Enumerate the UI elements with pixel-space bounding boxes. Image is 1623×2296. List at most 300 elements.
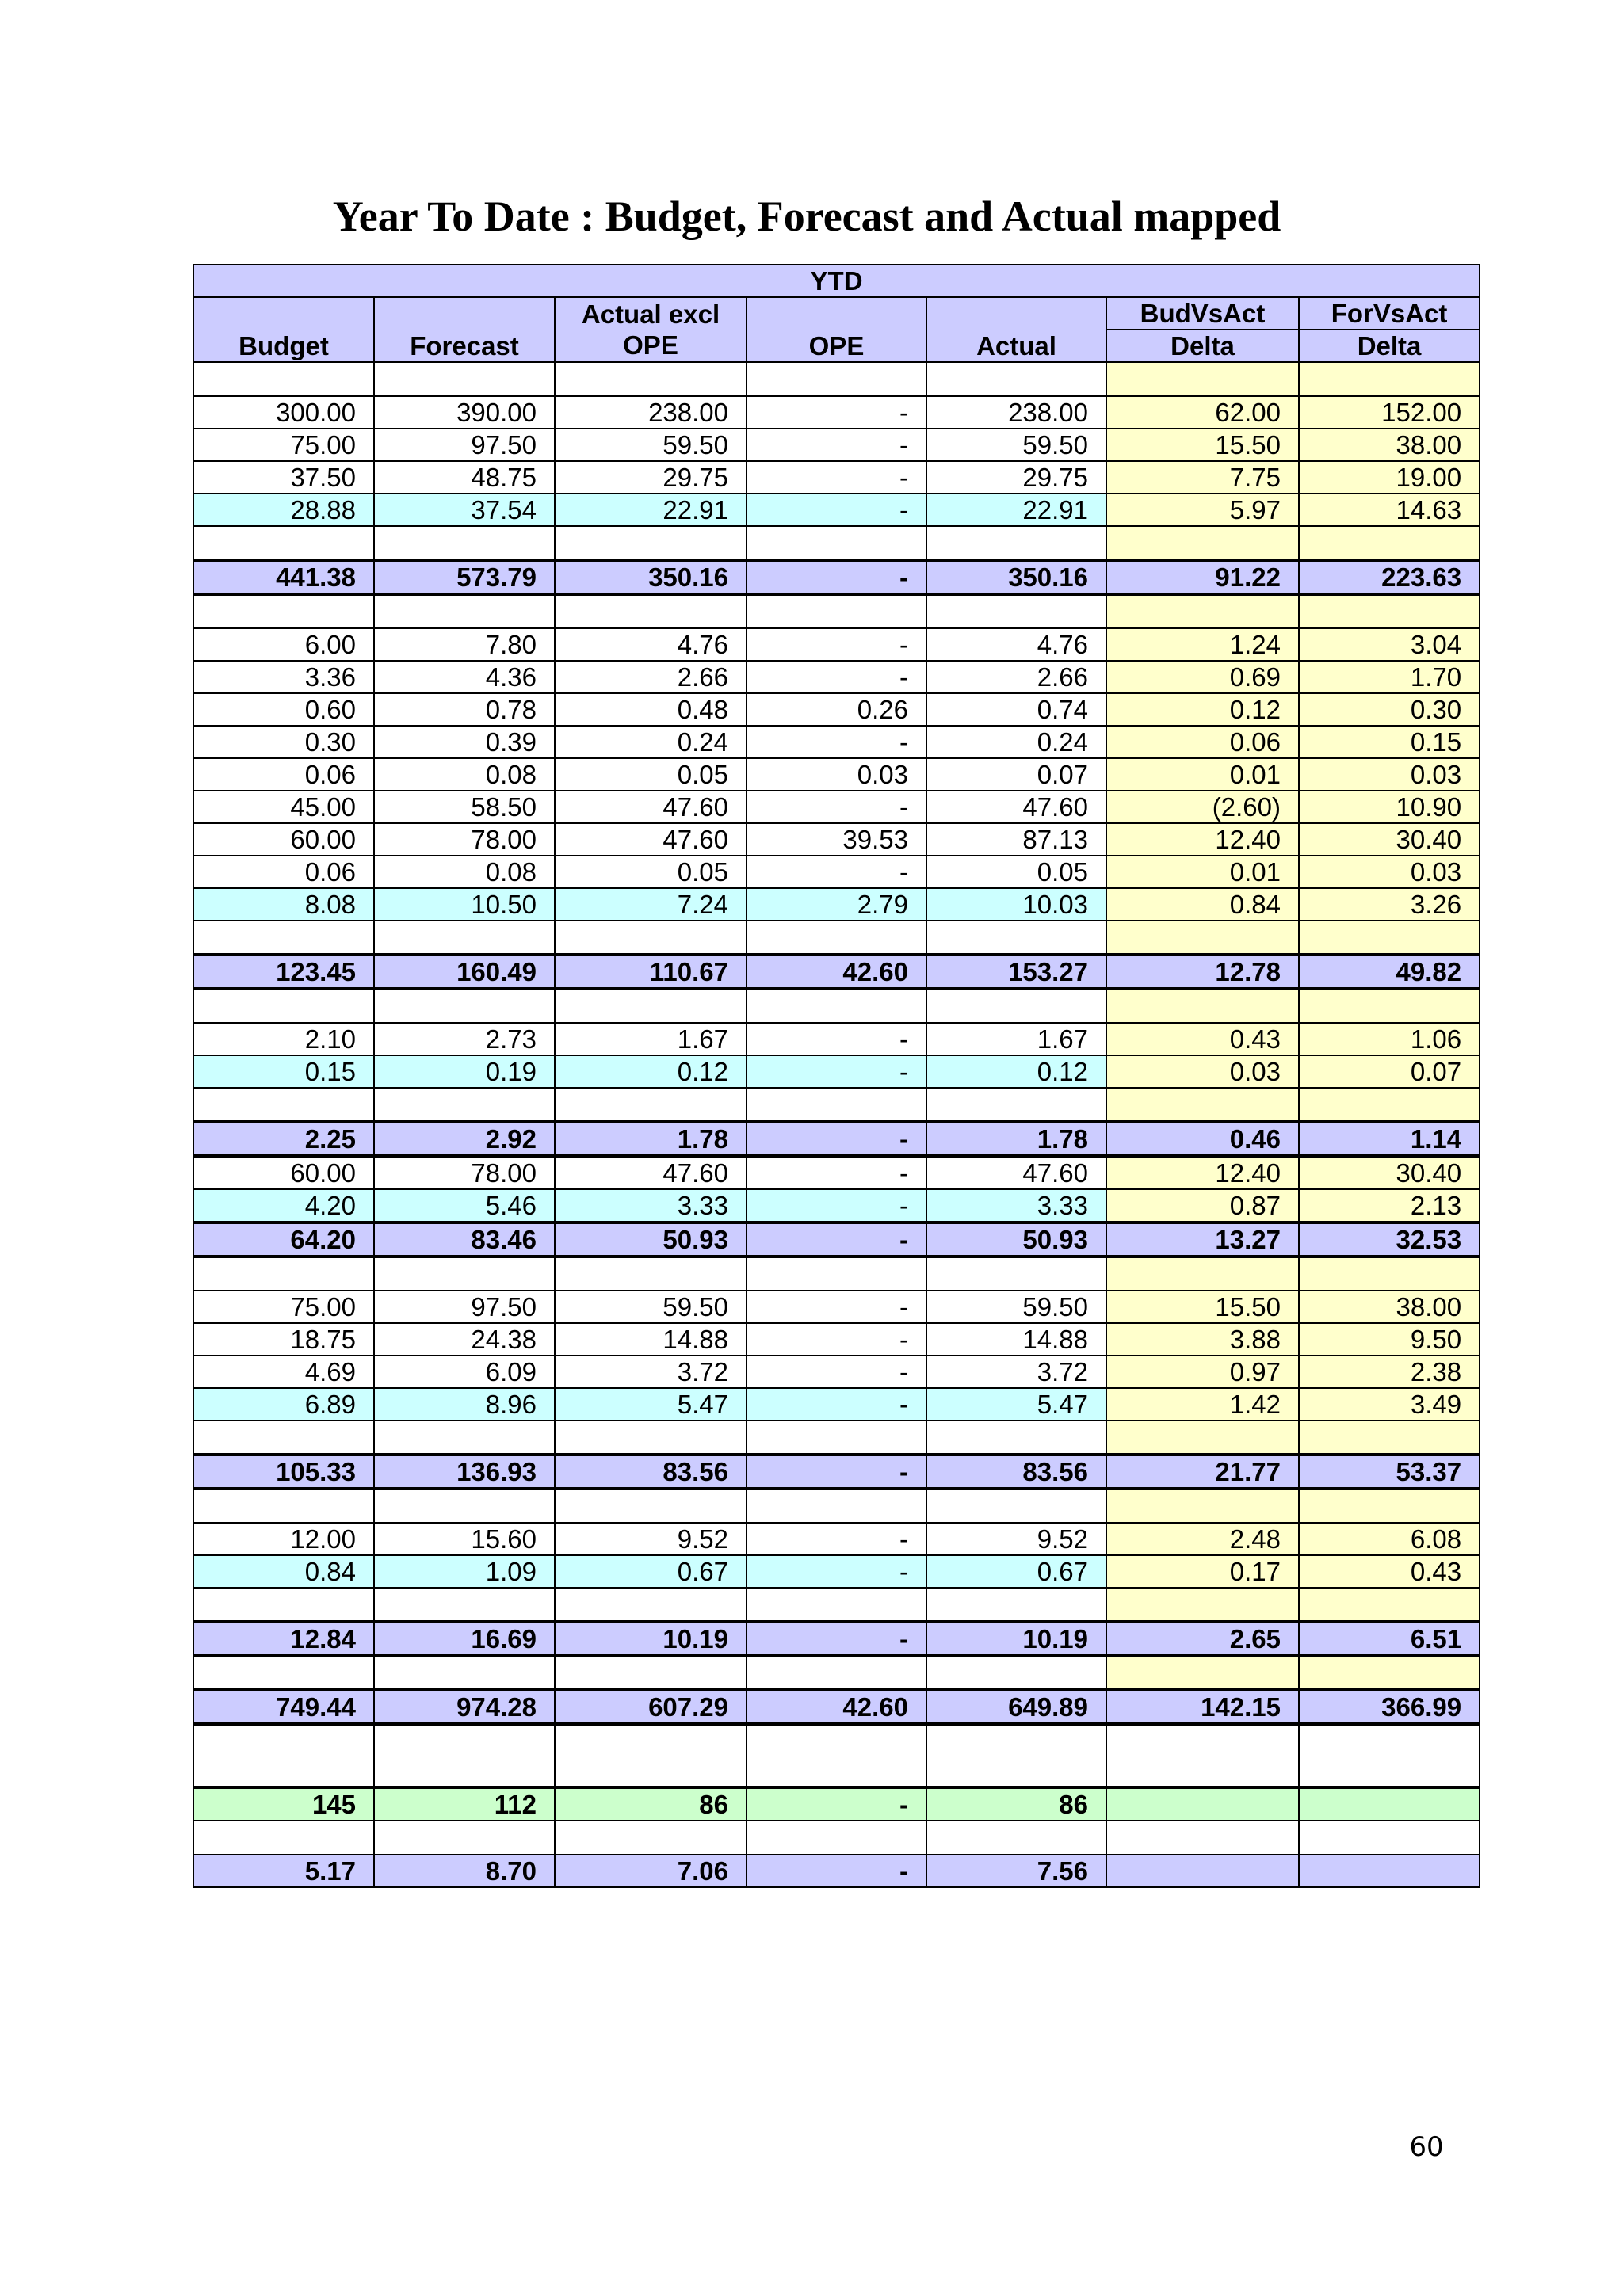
cell-ope: - [747,1455,926,1489]
cell-actual-excl-ope: 59.50 [555,1291,747,1323]
cell-forvsact-delta: 14.63 [1299,494,1480,526]
cell-budget: 441.38 [193,560,374,594]
cell-actual-excl-ope: 607.29 [555,1690,747,1724]
cell-budvsact-delta: 0.84 [1106,888,1299,921]
cell-forecast [374,1656,555,1690]
col-header-forecast: Forecast [374,297,555,362]
cell-budget: 3.36 [193,661,374,693]
cell-ope: - [747,726,926,758]
cell-actual-excl-ope [555,526,747,560]
cell-actual-excl-ope: 59.50 [555,429,747,461]
cell-forecast: 0.08 [374,758,555,791]
cell-forecast [374,1257,555,1291]
cell-actual-excl-ope: 47.60 [555,1156,747,1189]
header-row-1 [193,297,1480,330]
cell-ope [747,1588,926,1622]
cell-budvsact-delta: 0.97 [1106,1356,1299,1388]
cell-ope: - [747,1356,926,1388]
cell-forvsact-delta: 3.26 [1299,888,1480,921]
cell-forvsact-delta [1299,989,1480,1023]
cell-actual: 14.88 [926,1323,1106,1356]
cell-actual-excl-ope: 0.24 [555,726,747,758]
table-row [193,823,1480,856]
cell-budvsact-delta: 1.24 [1106,628,1299,661]
cell-budget [193,1821,374,1855]
table-row [193,461,1480,494]
cell-ope: - [747,1055,926,1088]
cell-forvsact-delta [1299,1257,1480,1291]
cell-actual-excl-ope [555,1821,747,1855]
cell-forvsact-delta: 0.43 [1299,1555,1480,1588]
cell-budget: 2.25 [193,1122,374,1156]
cell-budvsact-delta [1106,1821,1299,1855]
cell-forecast: 78.00 [374,823,555,856]
table-body [193,362,1480,1887]
cell-budget: 2.10 [193,1023,374,1055]
cell-forecast [374,526,555,560]
cell-forvsact-delta [1299,594,1480,628]
col-header-forvsact-line1: ForVsAct [1299,297,1480,330]
cell-budget [193,594,374,628]
table-row [193,1055,1480,1088]
cell-actual: 83.56 [926,1455,1106,1489]
cell-forecast: 390.00 [374,396,555,429]
cell-ope [747,1656,926,1690]
cell-budvsact-delta: 0.03 [1106,1055,1299,1088]
cell-budget: 5.17 [193,1855,374,1887]
cell-budvsact-delta: 1.42 [1106,1388,1299,1421]
group-header-ytd: YTD [193,265,1480,297]
cell-budget: 12.00 [193,1523,374,1555]
cell-forvsact-delta: 0.07 [1299,1055,1480,1088]
cell-actual: 87.13 [926,823,1106,856]
cell-budvsact-delta: 0.17 [1106,1555,1299,1588]
cell-budvsact-delta: 0.69 [1106,661,1299,693]
cell-forecast [374,1821,555,1855]
cell-budget [193,526,374,560]
cell-actual-excl-ope: 5.47 [555,1388,747,1421]
cell-actual [926,1724,1106,1787]
cell-actual-excl-ope [555,1656,747,1690]
cell-forvsact-delta: 6.08 [1299,1523,1480,1555]
cell-ope: - [747,1323,926,1356]
cell-forecast: 8.70 [374,1855,555,1887]
cell-forecast [374,921,555,955]
cell-budvsact-delta [1106,1489,1299,1523]
cell-ope: - [747,1222,926,1257]
cell-forvsact-delta: 1.06 [1299,1023,1480,1055]
cell-actual-excl-ope: 14.88 [555,1323,747,1356]
cell-forecast [374,1489,555,1523]
cell-ope: - [747,396,926,429]
cell-budget: 37.50 [193,461,374,494]
cell-forvsact-delta [1299,1724,1480,1787]
cell-actual-excl-ope: 9.52 [555,1523,747,1555]
cell-ope: - [747,1388,926,1421]
cell-forvsact-delta: 30.40 [1299,1156,1480,1189]
cell-forvsact-delta [1299,1088,1480,1122]
cell-forecast [374,594,555,628]
cell-forvsact-delta [1299,526,1480,560]
cell-budvsact-delta: 5.97 [1106,494,1299,526]
cell-forvsact-delta: 2.38 [1299,1356,1480,1388]
table-row [193,1257,1480,1291]
cell-forecast: 97.50 [374,1291,555,1323]
ytd-table [193,264,1480,1888]
table-row [193,1855,1480,1887]
cell-budvsact-delta: 142.15 [1106,1690,1299,1724]
cell-actual-excl-ope: 47.60 [555,823,747,856]
cell-budvsact-delta: 13.27 [1106,1222,1299,1257]
table-row [193,1588,1480,1622]
cell-actual: 29.75 [926,461,1106,494]
cell-actual: 0.05 [926,856,1106,888]
cell-actual [926,526,1106,560]
cell-ope [747,362,926,396]
cell-actual [926,989,1106,1023]
cell-actual: 649.89 [926,1690,1106,1724]
table-row [193,1555,1480,1588]
cell-actual-excl-ope [555,362,747,396]
cell-budget: 123.45 [193,955,374,989]
cell-forvsact-delta [1299,1656,1480,1690]
cell-forvsact-delta: 152.00 [1299,396,1480,429]
table-row [193,1323,1480,1356]
cell-budvsact-delta: 0.87 [1106,1189,1299,1222]
cell-actual: 47.60 [926,1156,1106,1189]
cell-actual-excl-ope: 1.67 [555,1023,747,1055]
cell-actual-excl-ope: 83.56 [555,1455,747,1489]
cell-budget [193,1421,374,1455]
cell-actual-excl-ope [555,1724,747,1787]
cell-forvsact-delta: 0.03 [1299,758,1480,791]
cell-ope [747,1724,926,1787]
cell-actual [926,1257,1106,1291]
cell-ope: - [747,1023,926,1055]
cell-forvsact-delta: 0.15 [1299,726,1480,758]
cell-forvsact-delta: 1.14 [1299,1122,1480,1156]
cell-forecast: 5.46 [374,1189,555,1222]
cell-actual-excl-ope [555,1489,747,1523]
table-row [193,1122,1480,1156]
cell-budget [193,362,374,396]
cell-forvsact-delta: 38.00 [1299,1291,1480,1323]
cell-actual-excl-ope: 0.05 [555,856,747,888]
cell-budget [193,1588,374,1622]
cell-budvsact-delta: 0.01 [1106,758,1299,791]
table-row [193,726,1480,758]
cell-forvsact-delta: 0.03 [1299,856,1480,888]
cell-forvsact-delta: 53.37 [1299,1455,1480,1489]
cell-actual-excl-ope: 22.91 [555,494,747,526]
cell-budget: 0.84 [193,1555,374,1588]
cell-ope: 2.79 [747,888,926,921]
cell-actual: 10.19 [926,1622,1106,1656]
cell-actual: 2.66 [926,661,1106,693]
cell-forvsact-delta: 49.82 [1299,955,1480,989]
cell-forecast: 78.00 [374,1156,555,1189]
table-row [193,1189,1480,1222]
cell-actual-excl-ope: 86 [555,1787,747,1821]
cell-actual-excl-ope: 0.05 [555,758,747,791]
header-row-group [193,265,1480,297]
table-row [193,628,1480,661]
table-row [193,1656,1480,1690]
cell-actual-excl-ope [555,1257,747,1291]
cell-actual [926,1821,1106,1855]
cell-actual-excl-ope: 2.66 [555,661,747,693]
cell-ope: - [747,1291,926,1323]
cell-forecast [374,1724,555,1787]
cell-forecast: 2.92 [374,1122,555,1156]
table-row [193,693,1480,726]
cell-forecast [374,1588,555,1622]
cell-forecast [374,362,555,396]
cell-budget: 6.00 [193,628,374,661]
cell-actual-excl-ope [555,921,747,955]
cell-actual-excl-ope [555,989,747,1023]
cell-forecast: 10.50 [374,888,555,921]
cell-ope: - [747,1156,926,1189]
cell-actual: 86 [926,1787,1106,1821]
cell-forecast: 4.36 [374,661,555,693]
cell-ope [747,1489,926,1523]
table-row [193,989,1480,1023]
cell-forecast: 48.75 [374,461,555,494]
cell-ope: 42.60 [747,955,926,989]
cell-budvsact-delta: 0.12 [1106,693,1299,726]
cell-budget [193,1656,374,1690]
cell-actual [926,594,1106,628]
cell-ope [747,1821,926,1855]
cell-actual-excl-ope: 238.00 [555,396,747,429]
cell-budvsact-delta: 7.75 [1106,461,1299,494]
cell-forecast: 974.28 [374,1690,555,1724]
cell-forecast: 24.38 [374,1323,555,1356]
cell-actual: 50.93 [926,1222,1106,1257]
col-header-budvsact-line2: Delta [1106,330,1299,362]
table-row [193,1421,1480,1455]
cell-forecast [374,989,555,1023]
cell-actual: 0.67 [926,1555,1106,1588]
cell-actual: 4.76 [926,628,1106,661]
cell-actual: 59.50 [926,429,1106,461]
cell-budvsact-delta: 0.01 [1106,856,1299,888]
cell-forvsact-delta: 3.04 [1299,628,1480,661]
cell-forvsact-delta: 366.99 [1299,1690,1480,1724]
cell-actual-excl-ope: 0.12 [555,1055,747,1088]
table-row [193,396,1480,429]
table-row [193,362,1480,396]
cell-forecast: 0.19 [374,1055,555,1088]
cell-budget [193,921,374,955]
cell-budvsact-delta [1106,1588,1299,1622]
table-row [193,1222,1480,1257]
page-title: Year To Date : Budget, Forecast and Actual mapped [332,193,1281,240]
cell-forvsact-delta [1299,1787,1480,1821]
cell-budvsact-delta: 2.65 [1106,1622,1299,1656]
cell-budget: 4.20 [193,1189,374,1222]
cell-budget [193,989,374,1023]
cell-ope: - [747,461,926,494]
cell-ope: 0.03 [747,758,926,791]
cell-actual [926,1421,1106,1455]
cell-forecast: 16.69 [374,1622,555,1656]
cell-budget: 6.89 [193,1388,374,1421]
cell-budget [193,1724,374,1787]
cell-budvsact-delta [1106,1421,1299,1455]
cell-budget [193,1088,374,1122]
cell-ope: 42.60 [747,1690,926,1724]
cell-actual [926,1588,1106,1622]
cell-actual-excl-ope [555,594,747,628]
cell-budvsact-delta: 0.43 [1106,1023,1299,1055]
cell-forecast: 573.79 [374,560,555,594]
cell-forecast: 0.39 [374,726,555,758]
cell-forecast: 160.49 [374,955,555,989]
cell-budvsact-delta [1106,1088,1299,1122]
cell-forecast: 0.78 [374,693,555,726]
cell-budvsact-delta: 0.06 [1106,726,1299,758]
cell-budvsact-delta [1106,594,1299,628]
cell-budget: 0.06 [193,758,374,791]
cell-actual: 0.74 [926,693,1106,726]
cell-actual-excl-ope [555,1421,747,1455]
cell-ope [747,1257,926,1291]
cell-budvsact-delta [1106,1656,1299,1690]
cell-ope: - [747,1122,926,1156]
cell-budvsact-delta [1106,1855,1299,1887]
cell-forecast: 58.50 [374,791,555,823]
table-row [193,560,1480,594]
cell-ope: - [747,429,926,461]
cell-ope: - [747,1523,926,1555]
cell-forvsact-delta: 3.49 [1299,1388,1480,1421]
cell-forvsact-delta [1299,1489,1480,1523]
table-row [193,1455,1480,1489]
cell-actual: 153.27 [926,955,1106,989]
cell-actual: 0.07 [926,758,1106,791]
cell-forecast: 37.54 [374,494,555,526]
cell-budget: 0.15 [193,1055,374,1088]
table-row [193,494,1480,526]
cell-actual [926,921,1106,955]
cell-ope [747,1088,926,1122]
cell-budvsact-delta [1106,1257,1299,1291]
cell-forvsact-delta: 10.90 [1299,791,1480,823]
cell-actual [926,1489,1106,1523]
cell-forvsact-delta: 0.30 [1299,693,1480,726]
cell-actual-excl-ope: 1.78 [555,1122,747,1156]
cell-ope: 0.26 [747,693,926,726]
cell-actual: 10.03 [926,888,1106,921]
cell-actual-excl-ope [555,1588,747,1622]
cell-actual-excl-ope: 3.72 [555,1356,747,1388]
cell-forvsact-delta [1299,1588,1480,1622]
table-row [193,1356,1480,1388]
cell-actual: 1.67 [926,1023,1106,1055]
table-row [193,856,1480,888]
cell-budget: 0.30 [193,726,374,758]
cell-actual: 0.24 [926,726,1106,758]
cell-budvsact-delta: 21.77 [1106,1455,1299,1489]
cell-budvsact-delta: 91.22 [1106,560,1299,594]
cell-forecast: 8.96 [374,1388,555,1421]
page-number: 60 [1409,2131,1444,2163]
table-row [193,1523,1480,1555]
table-row [193,888,1480,921]
cell-forecast: 7.80 [374,628,555,661]
cell-actual: 5.47 [926,1388,1106,1421]
cell-actual-excl-ope: 50.93 [555,1222,747,1257]
cell-forecast: 97.50 [374,429,555,461]
cell-forvsact-delta: 6.51 [1299,1622,1480,1656]
cell-budvsact-delta: 2.48 [1106,1523,1299,1555]
cell-actual: 350.16 [926,560,1106,594]
cell-actual-excl-ope: 110.67 [555,955,747,989]
cell-actual [926,1088,1106,1122]
cell-ope [747,526,926,560]
cell-forvsact-delta: 38.00 [1299,429,1480,461]
cell-forecast: 6.09 [374,1356,555,1388]
table-row [193,1821,1480,1855]
cell-actual-excl-ope: 7.06 [555,1855,747,1887]
cell-forvsact-delta [1299,921,1480,955]
cell-ope: - [747,1189,926,1222]
cell-budget: 60.00 [193,1156,374,1189]
table-row [193,594,1480,628]
cell-actual-excl-ope: 7.24 [555,888,747,921]
cell-budvsact-delta: 62.00 [1106,396,1299,429]
cell-budvsact-delta [1106,1787,1299,1821]
cell-actual: 59.50 [926,1291,1106,1323]
col-header-forvsact-line2: Delta [1299,330,1480,362]
cell-actual: 47.60 [926,791,1106,823]
cell-forecast [374,1421,555,1455]
cell-budget: 12.84 [193,1622,374,1656]
table-row [193,1690,1480,1724]
table-row [193,1787,1480,1821]
cell-ope: - [747,661,926,693]
col-header-actual: Actual [926,297,1106,362]
table-row [193,791,1480,823]
cell-budvsact-delta [1106,1724,1299,1787]
cell-budvsact-delta: 12.78 [1106,955,1299,989]
cell-forecast: 1.09 [374,1555,555,1588]
cell-forvsact-delta: 9.50 [1299,1323,1480,1356]
cell-budget: 105.33 [193,1455,374,1489]
cell-forecast: 0.08 [374,856,555,888]
cell-forvsact-delta [1299,1821,1480,1855]
table-row [193,955,1480,989]
cell-budget: 145 [193,1787,374,1821]
cell-forecast: 2.73 [374,1023,555,1055]
col-header-budget: Budget [193,297,374,362]
cell-ope: - [747,628,926,661]
cell-budvsact-delta [1106,362,1299,396]
cell-budvsact-delta: 15.50 [1106,429,1299,461]
cell-actual-excl-ope: 4.76 [555,628,747,661]
cell-actual-excl-ope: 0.67 [555,1555,747,1588]
cell-budget [193,1257,374,1291]
cell-budget: 0.60 [193,693,374,726]
cell-actual [926,362,1106,396]
cell-forvsact-delta: 2.13 [1299,1189,1480,1222]
cell-forvsact-delta: 19.00 [1299,461,1480,494]
cell-ope [747,594,926,628]
col-header-actual-excl-line1: Actual excl [555,297,747,330]
cell-ope [747,989,926,1023]
